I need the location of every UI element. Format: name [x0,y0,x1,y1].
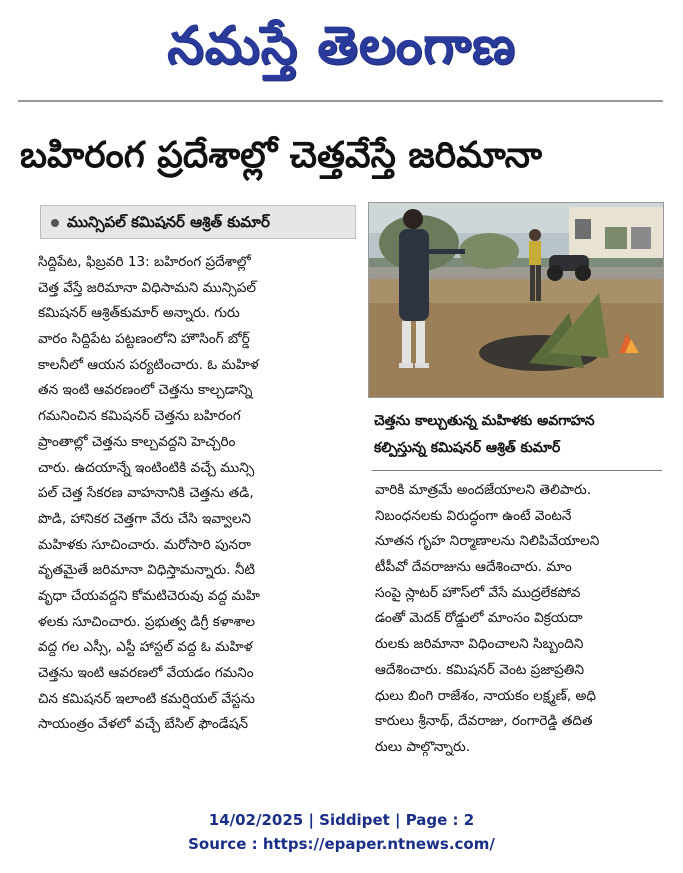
left-column-line: కమిషనర్ ఆశ్రిత్‌కుమార్ అన్నారు. గురు [38,305,240,322]
caption-line: చెత్తను కాల్చుతున్న మహిళకు అవగాహన [374,413,595,429]
left-column-line: చారు. ఉదయాన్నే ఇంటింటికి వచ్చే మున్సి [38,459,255,476]
footer-date-line: 14/02/2025 | Siddipet | Page : 2 [208,811,475,829]
left-column-line: చెత్తను ఇంటి ఆవరణలో వేయడం గమనిం [38,665,254,681]
news-photo [368,202,664,398]
left-column-line: సిద్దిపేట, ఫిబ్రవరి 13: బహిరంగ ప్రదేశాల్లో [38,254,251,270]
left-column-line: గమనించిన కమిషనర్ చెత్తను బహిరంగ [38,408,241,425]
article-left-column [38,250,368,738]
caption-line: కల్పిస్తున్న కమిషనర్ ఆశ్రిత్ కుమార్ [374,440,561,456]
left-column-line: వృతమైతే జరిమానా విధిస్తామన్నారు. నీటి [38,562,255,579]
photo-illustration [369,203,664,398]
left-column-line: వద్ద గల ఎస్సీ, ఎస్టీ హాస్టల్ వద్ద ఓ మహిళ [38,639,253,656]
left-column-line: చిన కమిషనర్ ఇలాంటి కమర్షియల్ వేస్టను [38,690,255,707]
masthead-title: నమస్తే తెలంగాణ [167,16,516,76]
right-column-line: నిబంధనలకు విరుద్ధంగా ఉంటే వెంటనే [375,507,572,524]
footer-source-line: Source : https://epaper.ntnews.com/ [188,835,495,853]
right-column-line: టీపీవో దేవరాజును ఆదేశించారు. మాం [375,559,572,576]
caption-divider [372,470,662,471]
right-column-line: ధులు బింగి రాజేశం, నాయకం లక్ష్మణ్, అధి [375,687,596,704]
right-column-line: రులు పాల్గొన్నారు. [375,738,471,755]
right-column-line: కారులు శ్రీనాథ్, దేవరాజు, రంగారెడ్డి తదిత [375,713,593,730]
left-column-line: తన ఇంటి ఆవరణంలో చెత్తను కాల్చడాన్ని [38,382,253,399]
right-column-line: ఆదేశించారు. కమిషనర్ వెంట ప్రజాప్రతిని [375,661,584,678]
article-right-column [375,478,663,761]
right-column-line: నూతన గృహ నిర్మాణాలను నిలిపివేయాలని [375,533,600,550]
bullet-dot-icon [51,219,59,227]
masthead-divider [18,100,663,102]
photo-caption [368,400,664,470]
left-column-line: పొడి, హానికర చెత్తగా వేరు చేసి ఇవ్వాలని [38,510,252,527]
left-column-line: కాలనీలో ఆయన పర్యటించారు. ఓ మహిళ [38,356,259,373]
right-column-line: డంతో మెదక్ రోడ్డులో మాంసం విక్రయదా [375,610,583,627]
byline-box [40,205,356,239]
left-column-line: మహిళకు సూచించారు. మరోసారి పునరా [38,536,251,553]
right-column-line: సంపై స్లాటర్ హౌస్‌లో వేసే ముద్రలేకపోవ [375,584,581,601]
left-column-line: ళలకు సూచించారు. ప్రభుత్వ డిగ్రీ కళాశాల [38,613,256,630]
left-column-line: ప్రాంతాల్లో చెత్తను కాల్చవద్దని హెచ్చరిం [38,433,236,450]
right-column-line: వారికి మాత్రమే అందజేయాలని తెలిపారు. [375,482,592,498]
left-column-line: వృధా చేయవద్దని కోమటిచెరువు వద్ద మహి [38,587,260,604]
page-footer [0,808,683,856]
right-column-line: రులకు జరిమానా విధించాలని సిబ్బందిని [375,636,584,653]
left-column-line: సాయంత్రం వేళలో వచ్చే బేసిల్ ఫౌండేషన్ [38,716,249,733]
left-column-line: వారం సిద్దిపేట పట్టణంలోని హౌసింగ్ బోర్డ్ [38,331,250,348]
left-column-line: పల్ చెత్త సేకరణ వాహనానికి చెత్తను తడి, [38,485,254,502]
article-headline: బహిరంగ ప్రదేశాల్లో చెత్తవేస్తే జరిమానా [20,135,543,176]
byline-text: మున్సిపల్ కమిషనర్ ఆశ్రిత్ కుమార్ [67,213,270,231]
left-column-line: చెత్త వేస్తే జరిమానా విధిసామని మున్సిపల్ [38,279,257,296]
